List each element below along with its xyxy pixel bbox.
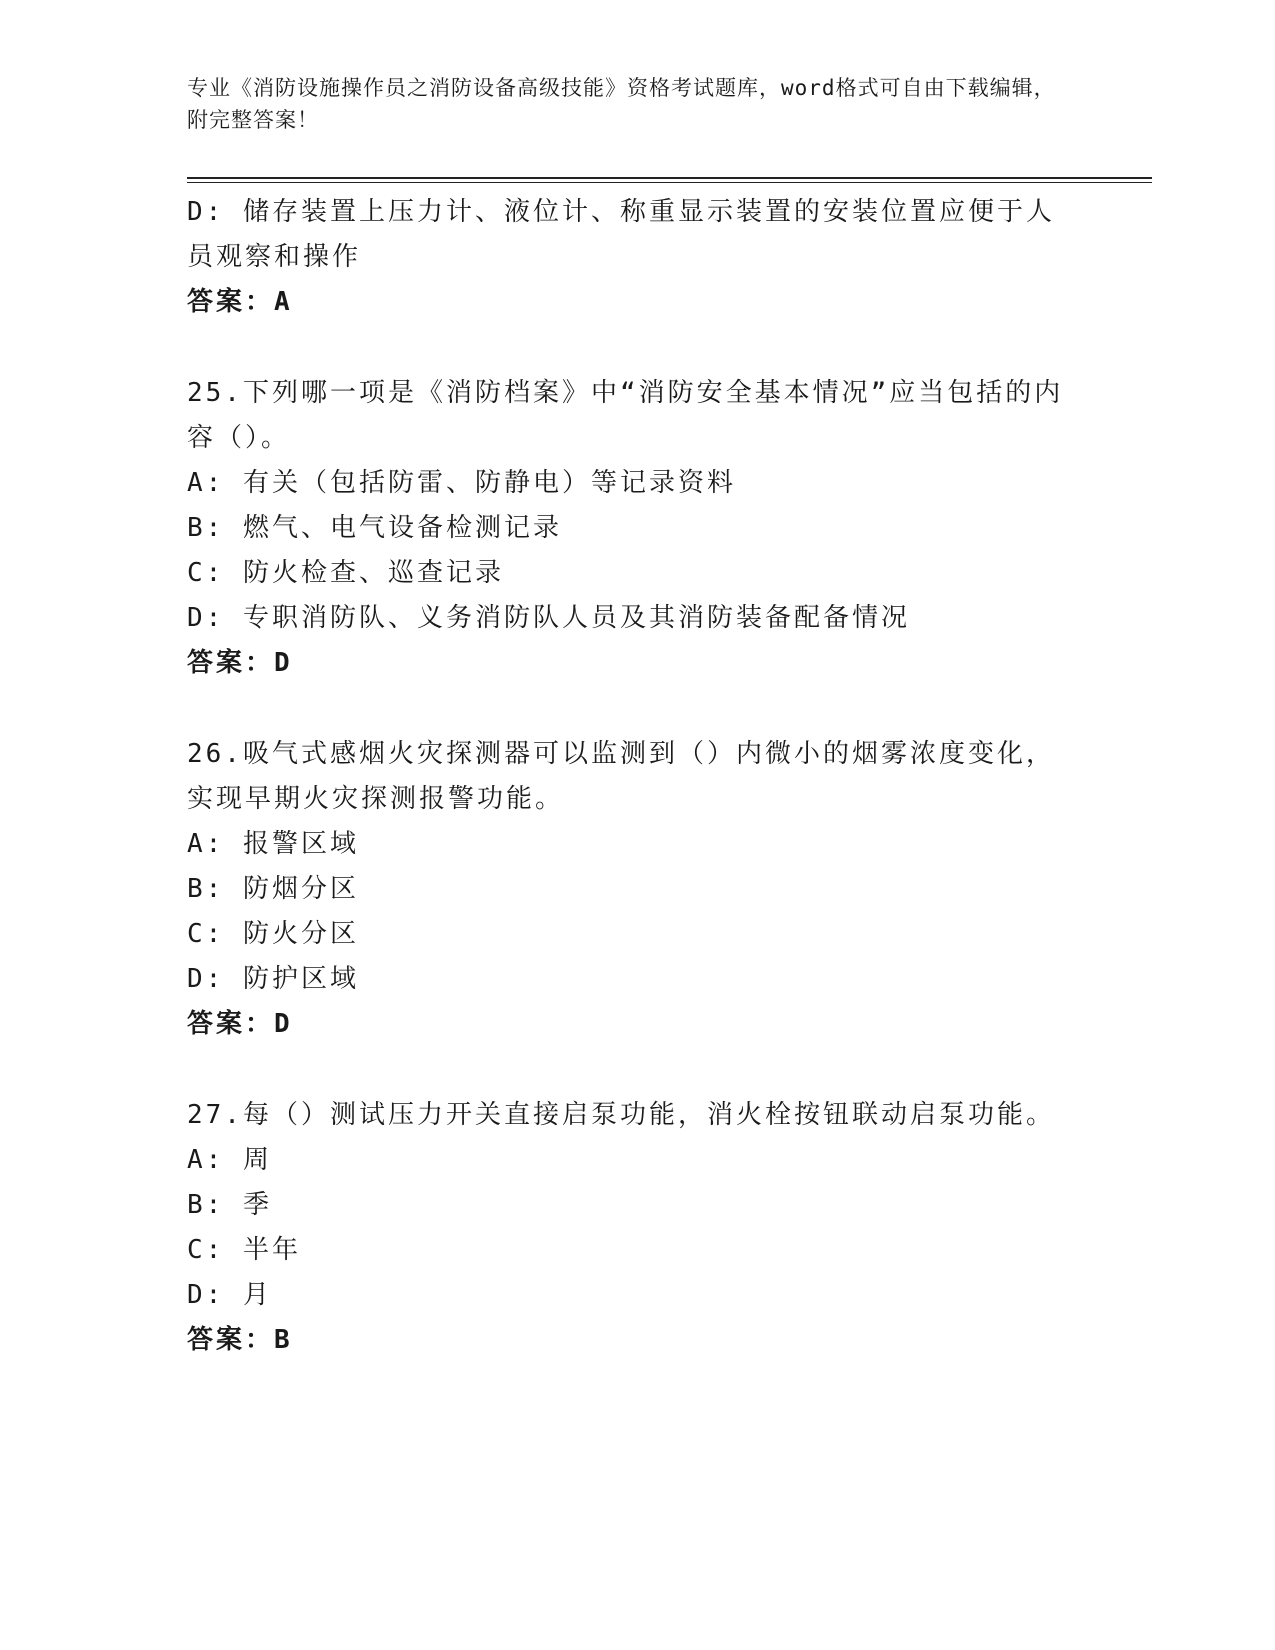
option-d: D: 专职消防队、义务消防队人员及其消防装备配备情况 — [187, 603, 910, 633]
option-d: D: 储存装置上压力计、液位计、称重显示装置的安装位置应便于人员观察和操作 — [187, 197, 1055, 272]
answer-line: 答案：D — [187, 1009, 293, 1039]
question-text: 26.吸气式感烟火灾探测器可以监测到（）内微小的烟雾浓度变化，实现早期火灾探测报警功能。 — [187, 739, 1055, 814]
question-27 — [187, 1093, 1077, 1363]
question-content — [187, 190, 1077, 1363]
header-divider-thin — [187, 182, 1152, 183]
option-c: C: 防火检查、巡查记录 — [187, 558, 504, 588]
answer-line: 答案：B — [187, 1325, 293, 1355]
page-header: 专业《消防设施操作员之消防设备高级技能》资格考试题库，word格式可自由下载编辑，附完整答案！ — [187, 76, 1056, 132]
option-a: A: 报警区域 — [187, 829, 359, 859]
option-d: D: 防护区域 — [187, 964, 359, 994]
previous-question-tail — [187, 190, 1077, 325]
answer-line: 答案：A — [187, 287, 293, 317]
option-a: A: 周 — [187, 1145, 272, 1175]
option-c: C: 防火分区 — [187, 919, 359, 949]
option-d: D: 月 — [187, 1280, 272, 1310]
question-text: 25.下列哪一项是《消防档案》中“消防安全基本情况”应当包括的内容（）。 — [187, 378, 1064, 453]
question-text: 27.每（）测试压力开关直接启泵功能，消火栓按钮联动启泵功能。 — [187, 1100, 1055, 1130]
header-divider-thick — [187, 177, 1152, 179]
option-c: C: 半年 — [187, 1235, 301, 1265]
answer-line: 答案：D — [187, 648, 293, 678]
option-b: B: 燃气、电气设备检测记录 — [187, 513, 562, 543]
option-b: B: 防烟分区 — [187, 874, 359, 904]
question-26 — [187, 732, 1077, 1047]
option-a: A: 有关（包括防雷、防静电）等记录资料 — [187, 468, 736, 498]
question-25 — [187, 371, 1077, 686]
option-b: B: 季 — [187, 1190, 272, 1220]
